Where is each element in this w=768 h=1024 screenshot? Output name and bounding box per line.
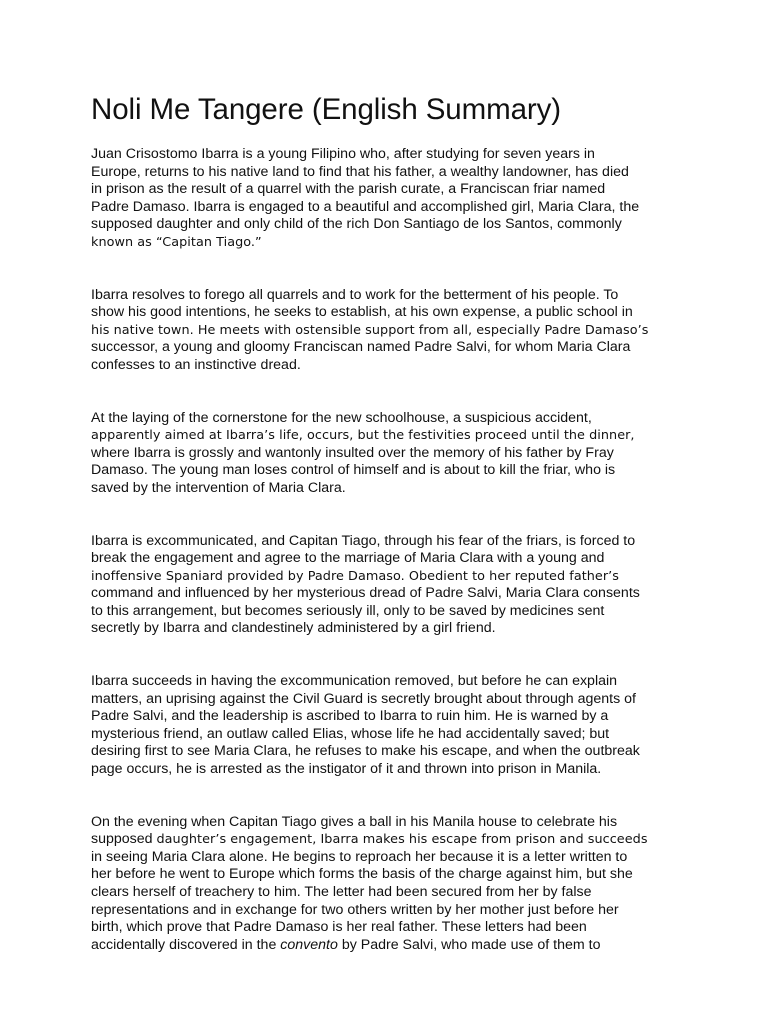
text-segment: saved by the intervention of Maria Clara. [91,479,346,496]
text-line [91,357,691,375]
text-line [91,726,691,744]
text-line [91,814,691,832]
text-line [91,673,691,691]
text-line [91,287,691,305]
text-line [91,164,691,182]
text-segment: supposed daughter and only child of the rich Don Santiago de los Santos, commonly [91,216,622,233]
text-line [91,620,691,638]
italic-text: convento [280,936,338,953]
text-line [91,550,691,568]
text-segment: apparently aimed at Ibarra’s life, occurs, but the festivities proceed until the dinner, [91,428,635,444]
text-segment: page occurs, he is arrested as the instigator of it and thrown into prison in Manila. [91,761,602,778]
text-segment: show his good intentions, he seeks to establish, at his own expense, a public school in [91,304,633,321]
text-line [91,919,691,937]
text-segment: Europe, returns to his native land to find that his father, a wealthy landowner, has died [91,163,629,180]
text-segment: in prison as the result of a quarrel with the parish curate, a Franciscan friar named [91,181,606,198]
text-line [91,462,691,480]
text-line [91,585,691,603]
text-line [91,181,691,199]
text-segment: daughter’s engagement, Ibarra makes his escape from prison and succeeds [156,832,648,848]
text-line [91,146,691,164]
paragraph-5 [91,673,691,779]
text-segment: Ibarra is excommunicated, and Capitan Tiago, through his fear of the friars, is forced to [91,532,636,549]
text-segment: by Padre Salvi, who made use of them to [337,936,601,953]
paragraph-3 [91,410,691,498]
text-segment: inoffensive Spaniard provided by Padre Damaso. Obedient to her reputed father’s [91,568,620,584]
text-line [91,708,691,726]
text-line [91,322,691,340]
text-segment: to this arrangement, but becomes seriously ill, only to be saved by medicines sent [91,602,605,619]
text-segment: command and influenced by her mysterious dread of Padre Salvi, Maria Clara consents [91,585,640,602]
text-line [91,216,691,234]
text-line [91,831,691,849]
paragraph-2 [91,287,691,375]
document-page [91,92,691,989]
text-line [91,761,691,779]
text-segment: Damaso. The young man loses control of himself and is about to kill the friar, who is [91,462,616,479]
text-segment: supposed [91,831,157,848]
text-line [91,339,691,357]
text-segment: Padre Salvi, and the leadership is ascribed to Ibarra to ruin him. He is warned by a [91,708,609,725]
text-line [91,427,691,445]
text-line [91,304,691,322]
text-segment: desiring first to see Maria Clara, he refuses to make his escape, and when the outbreak [91,743,640,760]
text-segment: At the laying of the cornerstone for the new schoolhouse, a suspicious accident, [91,409,592,426]
text-segment: mysterious friend, an outlaw called Elias, whose life he had accidentally saved; but [91,725,610,742]
paragraph-4 [91,533,691,639]
text-line [91,445,691,463]
text-line [91,743,691,761]
text-line [91,937,691,955]
text-line [91,849,691,867]
text-segment: known as “Capitan Tiago.” [91,234,262,250]
text-segment: Juan Crisostomo Ibarra is a young Filipino who, after studying for seven years in [91,146,595,162]
paragraph-1 [91,146,691,252]
text-line [91,410,691,428]
text-segment: representations and in exchange for two others written by her mother just before her [91,901,619,918]
text-segment: secretly by Ibarra and clandestinely administered by a girl friend. [91,620,496,637]
text-segment: in seeing Maria Clara alone. He begins to reproach her because it is a letter written to [91,848,628,865]
text-segment: Padre Damaso. Ibarra is engaged to a beautiful and accomplished girl, Maria Clara, the [91,198,640,215]
text-line [91,866,691,884]
text-segment: his native town. He meets with ostensible support from all, especially Padre Damaso’s [91,322,649,338]
text-line [91,902,691,920]
text-line [91,234,691,252]
text-line [91,691,691,709]
text-segment: matters, an uprising against the Civil Guard is secretly brought about through agents of [91,690,636,707]
text-segment: confesses to an instinctive dread. [91,356,301,373]
text-segment: successor, a young and gloomy Franciscan named Padre Salvi, for whom Maria Clara [91,339,631,356]
text-segment: On the evening when Capitan Tiago gives a ball in his Manila house to celebrate his [91,813,618,830]
text-segment: accidentally discovered in the [91,936,281,953]
page-title: Noli Me Tangere (English Summary) [91,93,561,126]
text-line [91,884,691,902]
text-segment: break the engagement and agree to the marriage of Maria Clara with a young and [91,550,605,567]
text-segment: where Ibarra is grossly and wantonly insulted over the memory of his father by Fray [91,444,614,461]
text-line [91,480,691,498]
text-segment: clears herself of treachery to him. The letter had been secured from her by false [91,884,592,900]
summary-body [91,146,691,954]
text-line [91,603,691,621]
text-segment: Ibarra resolves to forego all quarrels and to work for the betterment of his people. To [91,286,619,303]
text-line [91,533,691,551]
text-line [91,199,691,217]
text-segment: birth, which prove that Padre Damaso is her real father. These letters had been [91,919,587,936]
paragraph-6 [91,814,691,955]
text-segment: her before he went to Europe which forms the basis of the charge against him, but she [91,866,633,883]
text-segment: Ibarra succeeds in having the excommunication removed, but before he can explain [91,673,618,690]
text-line [91,568,691,586]
